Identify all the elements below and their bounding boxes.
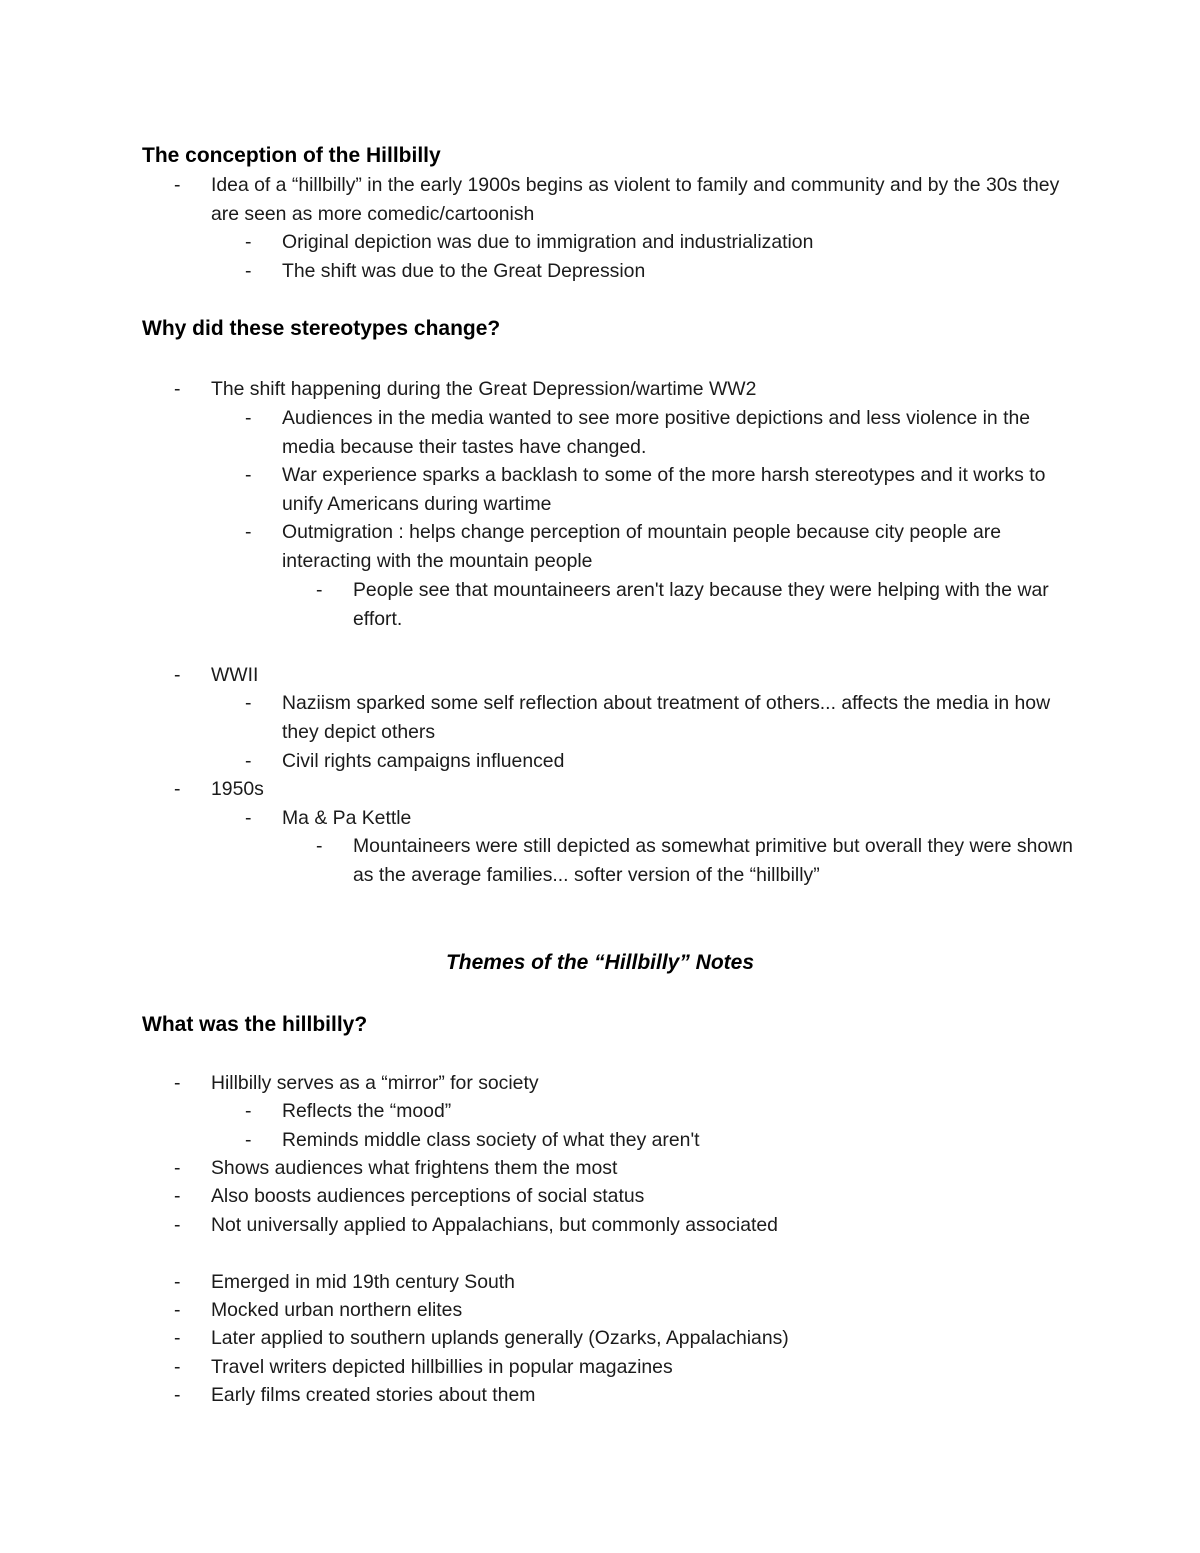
list-item — [174, 1353, 1071, 1382]
list-item — [245, 257, 1072, 286]
list-item-text: Mountaineers were still depicted as somewhat primitive but overall they were shown as the average families... softer version of the “hillbilly” — [353, 835, 1073, 886]
list-item-text: Hillbilly serves as a “mirror” for society — [211, 1072, 539, 1094]
list-item — [245, 404, 1072, 461]
bullet-dash: - — [174, 1356, 181, 1378]
bullet-dash: - — [174, 1299, 181, 1321]
bullet-dash: - — [174, 1271, 181, 1293]
section-heading-conception: The conception of the Hillbilly — [142, 144, 441, 167]
bullet-dash: - — [174, 174, 181, 196]
list-item — [316, 832, 1073, 889]
list-item-text: The shift happening during the Great Depression/wartime WW2 — [211, 378, 757, 400]
list-item-text: Naziism sparked some self reflection about treatment of others... affects the media in how they depict others — [282, 692, 1051, 743]
list-item-text: Audiences in the media wanted to see more positive depictions and less violence in the media because their tastes have changed. — [282, 407, 1031, 458]
list-item-text: Travel writers depicted hillbillies in popular magazines — [211, 1356, 673, 1378]
list-item — [245, 1126, 1072, 1155]
list-item — [245, 804, 1072, 833]
bullet-dash: - — [245, 260, 252, 282]
bullet-dash: - — [174, 778, 181, 800]
bullet-dash: - — [245, 1129, 252, 1151]
page-title: Themes of the “Hillbilly” Notes — [445, 951, 755, 974]
bullet-dash: - — [316, 835, 323, 857]
list-item — [174, 1211, 1071, 1240]
section-heading-what-was: What was the hillbilly? — [142, 1013, 368, 1036]
list-item — [174, 661, 1071, 690]
list-item-text: The shift was due to the Great Depression — [282, 260, 646, 282]
list-item-text: Outmigration : helps change perception of mountain people because city people are interacting with the mountain people — [282, 521, 1001, 572]
list-item — [174, 1381, 1071, 1410]
bullet-dash: - — [174, 1072, 181, 1094]
bullet-dash: - — [245, 464, 252, 486]
list-item — [245, 228, 1072, 257]
list-item — [316, 576, 1073, 633]
list-item-text: Civil rights campaigns influenced — [282, 750, 565, 772]
list-item — [174, 375, 1071, 404]
bullet-dash: - — [174, 1384, 181, 1406]
list-item-text: Early films created stories about them — [211, 1384, 536, 1406]
list-item — [174, 1268, 1071, 1297]
list-item-text: Later applied to southern uplands generally (Ozarks, Appalachians) — [211, 1327, 789, 1349]
list-item — [174, 1069, 1071, 1098]
list-item — [245, 518, 1072, 575]
list-item-text: Also boosts audiences perceptions of social status — [211, 1185, 645, 1207]
bullet-dash: - — [174, 378, 181, 400]
list-item — [174, 1182, 1071, 1211]
list-item-text: Original depiction was due to immigration and industrialization — [282, 231, 814, 253]
list-item-text: Shows audiences what frightens them the most — [211, 1157, 618, 1179]
section-heading-why-change: Why did these stereotypes change? — [142, 317, 501, 340]
list-item-text: Ma & Pa Kettle — [282, 807, 412, 829]
bullet-dash: - — [245, 231, 252, 253]
list-item-text: Not universally applied to Appalachians, but commonly associated — [211, 1214, 778, 1236]
list-item — [245, 689, 1072, 746]
list-item — [174, 1296, 1071, 1325]
bullet-dash: - — [174, 1327, 181, 1349]
bullet-dash: - — [174, 1214, 181, 1236]
list-item — [245, 1097, 1072, 1126]
list-item — [245, 461, 1072, 518]
bullet-dash: - — [245, 692, 252, 714]
list-item-text: Reflects the “mood” — [282, 1100, 452, 1122]
list-item-text: Emerged in mid 19th century South — [211, 1271, 515, 1293]
list-item-text: Reminds middle class society of what they aren't — [282, 1129, 700, 1151]
bullet-dash: - — [245, 407, 252, 429]
list-item — [174, 775, 1071, 804]
list-item — [174, 1324, 1071, 1353]
bullet-dash: - — [245, 807, 252, 829]
list-item-text: 1950s — [211, 778, 264, 800]
bullet-dash: - — [245, 1100, 252, 1122]
bullet-dash: - — [316, 579, 323, 601]
bullet-dash: - — [245, 750, 252, 772]
list-item-text: War experience sparks a backlash to some of the more harsh stereotypes and it works to unify Americans during wartime — [282, 464, 1046, 515]
bullet-dash: - — [245, 521, 252, 543]
bullet-dash: - — [174, 1185, 181, 1207]
list-item-text: Mocked urban northern elites — [211, 1299, 463, 1321]
list-item-text: Idea of a “hillbilly” in the early 1900s begins as violent to family and community and by the 30s they are seen as more comedic/cartoonish — [211, 174, 1060, 225]
list-item-text: WWII — [211, 664, 259, 686]
bullet-dash: - — [174, 1157, 181, 1179]
list-item — [245, 747, 1072, 776]
bullet-dash: - — [174, 664, 181, 686]
list-item — [174, 171, 1071, 228]
list-item-text: People see that mountaineers aren't lazy because they were helping with the war effort. — [353, 579, 1049, 630]
list-item — [174, 1154, 1071, 1183]
